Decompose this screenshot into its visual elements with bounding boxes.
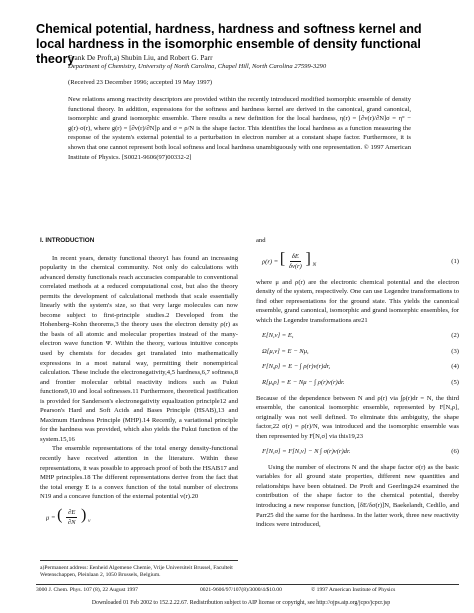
author-list: Frank De Proft,a) Shubin Liu, and Robert G. Parr (68, 53, 213, 62)
abstract-text: New relations among reactivity descriptors are provided within the recently introduced modified isomorphic ensemble of density functional theory. In addition, expressions for the softness and hardness kernel are derived in the canonical, grand canonical, isomorphic and grand isomorphic ensemble. There results a new definition for the local hardness, η(r) = [∂v(r)/∂N]σ = η° − g(r)·σ(r), where g(r) = [∂v(r)/∂N]ρ and σ = ρ/N is the shape factor. This identifies the local hardness as a function measuring the response of the system's external potential to a perturbation in electron number at a constant shape factor. Furthermore, it is shown that one cannot represent both local softness and local hardness unambiguously with one representation. © 1997 American Institute of Physics. [S0021-9606(97)00332-2] (68, 96, 411, 161)
intro-paragraph-1: In recent years, density functional theory1 has found an increasing popularity in the chemical community. Not only do calculations with advanced density functionals reach accuracies comparable to conventional correlated methods at a reduced computational cost, but also the theory permits the development of calculational methods that scale essentially linearly with the system's size, so that very large molecules can now become subject to first-principle studies.2 Developed from the Hohenberg–Kohn theorems,3 the theory uses the electron density ρ(r) as the basis of all atomic and molecular properties instead of the many-electron wave function Ψ. Within the theory, various intuitive concepts used by chemists for decades get translated into mathematically expressions in a most natural way, permitting their nonempirical calculation. These include the electronegativity,4,5 hardness,6,7 softness,8 and frontier molecular orbital reactivity indices such as Fukui functions9,10 and local softnesses.11 Furthermore, theoretical justification is provided for Sanderson's electronegativity equalization principle12 and Pearson's Hard and Soft Acids and Bases Principle (HSAB),13 and Maximum Hardness Principle (MHP).14 Recently, a variational principle for the hardness was provided, which also yields the Fukui function of the system.15,16 (40, 254, 238, 443)
received-dates: (Received 23 December 1996; accepted 19 May 1997) (68, 79, 213, 86)
equation-mu-denominator: ∂N (67, 519, 76, 527)
equation-2-expr: E[N,v] = E, (262, 332, 294, 340)
left-column (40, 236, 238, 534)
equation-1-denominator: δv(r) (288, 263, 302, 271)
section-heading: I. INTRODUCTION (40, 237, 95, 244)
because-paragraph: Because of the dependence between N and ρ(r) via ∫ρ(r)dr = N, the third ensemble, the canonical isomorphic ensemble, represented by F[N,ρ], originally was not well defined. To eliminate this ambiguity, the shape factor,22 σ(r) = ρ(r)/N, was introduced and the isomorphic ensemble was then represented by F[N,σ] via this19,23 (256, 394, 459, 440)
equation-mu-lhs: μ = (46, 514, 56, 522)
equation-2-number: (2) (451, 332, 459, 340)
equation-3 (256, 347, 459, 357)
equation-3-number: (3) (451, 347, 459, 355)
equation-mu-numerator: ∂E (66, 508, 77, 519)
equation-1-numerator: δE (290, 252, 301, 263)
footnote: a)Permanent address: Eenheid Algemene Chemie, Vrije Universiteit Brussel, Faculteit Wetenschappen, Pleinlaan 2, 1050 Brussels, Belgium. (40, 560, 238, 579)
affiliation: Department of Chemistry, University of North Carolina, Chapel Hill, North Carolina 27599-3290 (68, 63, 327, 70)
equation-4-expr: F[N,ρ] = E − ∫ ρ(r)v(r)dr, (262, 363, 331, 371)
footer-rule (36, 584, 459, 585)
equation-1: ρ(r) = [ $\frac{\delta E}{\delta v(r)}$ ] $_N$ (1) (262, 250, 459, 271)
abstract (68, 95, 411, 162)
equation-6-expr: F[N,σ] = F[N,v] − N ∫ σ(r)v(r)dr. (262, 448, 351, 456)
equation-4 (256, 362, 459, 372)
equation-mu-subscript: v (88, 517, 91, 524)
equation-6 (256, 447, 459, 457)
using-paragraph: Using the number of electrons N and the shape factor σ(r) as the basic variables for all ground state properties, different new quantities and relationships have been obtained. De Proft and Geerlings24 examined the contribution of the shape factor to the chemical potential, thereby introducing a new response function, [δE/δσ(r)]N, Baekelandt, Cedillo, and Parr25 did the same for the hardness. In the latter work, three new reactivity indices were introduced, (256, 463, 459, 529)
equation-4-number: (4) (451, 363, 459, 371)
where-paragraph: where μ and ρ(r) are the electronic chemical potential and the electron density of the system, respectively. One can use Legendre transformations to find other representations for the ground state. This yields the canonical ensemble, grand canonical, isomorphic and grand isomorphic ensembles, for which the Legendre transformations are21 (256, 278, 459, 324)
and-text: and (256, 237, 266, 244)
equation-5 (256, 378, 459, 388)
equation-1-number: (1) (451, 257, 459, 265)
equation-1-lhs: ρ(r) = (262, 258, 279, 266)
equation-3-expr: Ω[μ,v] = E − Nμ, (262, 347, 309, 355)
download-notice: Downloaded 01 Feb 2002 to 152.2.22.67. Redistribution subject to AIP license or copyright, see http://ojps.aip.org/jcpo/jcpcr.jsp (91, 600, 391, 606)
footer-code: 0021-9606/97/107(8)/3000/4/$10.00 (200, 587, 282, 593)
footer-copyright: © 1997 American Institute of Physics (311, 587, 396, 593)
intro-paragraph-2: The ensemble representations of the total energy density-functional recently have received attention in the literature. Within these representations, it was possible to approach proof of both the HSAB17 and MHP principles.18 The different representations derive from the fact that the total energy E is a convex function of the total number of electrons N19 and a concave function of the external potential v(r).20 (40, 445, 238, 501)
equation-mu: μ = ( $\frac{\partial E}{\partial N}$ ) $_v$ (46, 506, 91, 527)
equation-5-expr: R[μ,ρ] = E − Nμ − ∫ ρ(r)v(r)dr. (262, 379, 345, 387)
right-column (256, 236, 459, 530)
footer-citation: 3000 J. Chem. Phys. 107 (8), 22 August 1997 (36, 587, 138, 593)
equation-1-subscript: N (312, 261, 317, 268)
equation-5-number: (5) (451, 379, 459, 387)
article-title: Chemical potential, hardness, hardness and softness kernel and local hardness in the isomorphic ensemble of density functional theory (36, 22, 422, 66)
equation-6-number: (6) (451, 448, 459, 456)
equation-2 (256, 331, 459, 341)
